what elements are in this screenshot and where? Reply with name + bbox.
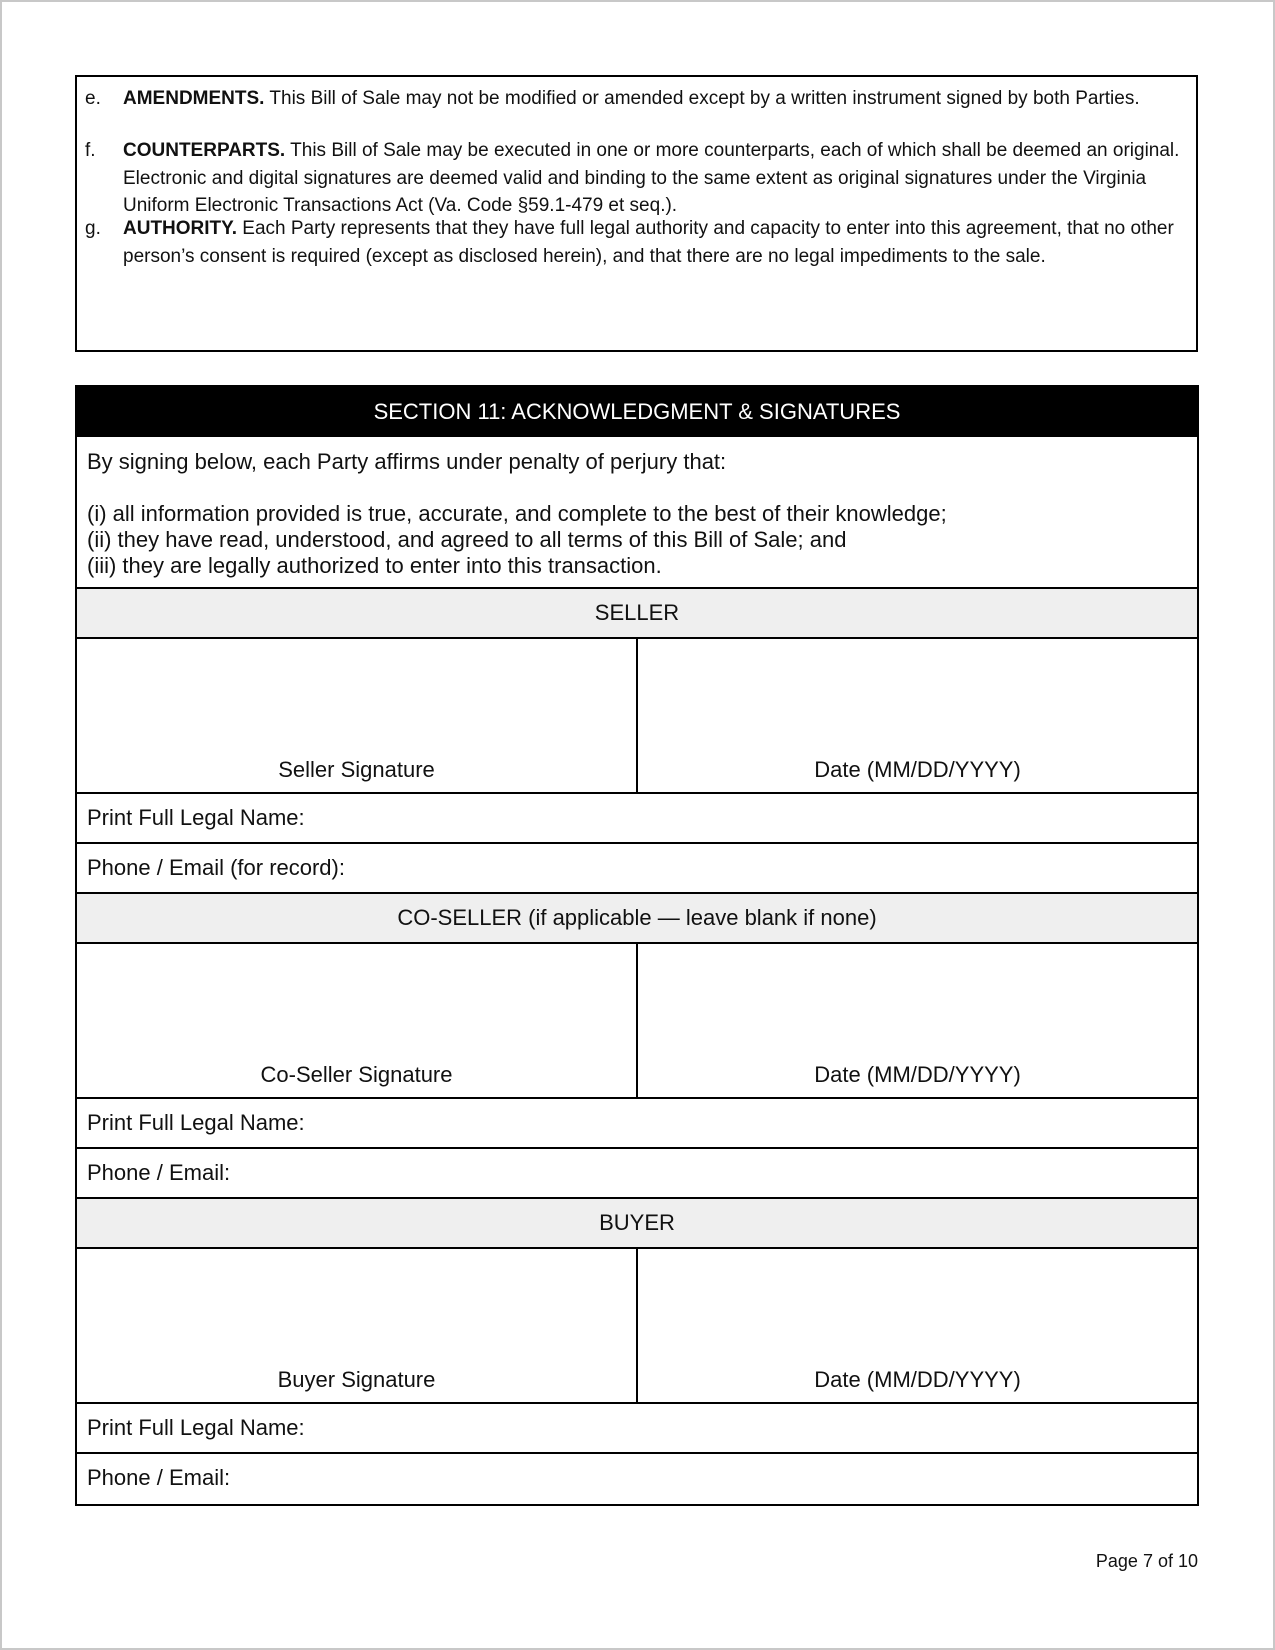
buyer-date-field[interactable] bbox=[638, 1249, 1197, 1402]
buyer-contact-label: Phone / Email: bbox=[87, 1465, 231, 1490]
clause-text: This Bill of Sale may not be modified or amended except by a written instrument signed by both Parties. bbox=[269, 88, 1140, 109]
clause-letter: e. bbox=[85, 88, 101, 109]
coseller-name-label: Print Full Legal Name: bbox=[87, 1110, 305, 1135]
coseller-signature-label: Co-Seller Signature bbox=[260, 1062, 453, 1087]
clauses-box bbox=[75, 75, 1198, 352]
coseller-name-field[interactable] bbox=[77, 1099, 1197, 1149]
clause-text: This Bill of Sale may be executed in one or more counterparts, each of which shall be deemed an original. Electronic and digital signatures are deemed valid and binding to the same extent as original signatures under the Virginia Uniform Electronic Transactions Act (Va. Code §59.1-479 et seq.). bbox=[123, 140, 1180, 216]
intro-line: By signing below, each Party affirms under penalty of perjury that: bbox=[87, 449, 727, 474]
clause-heading: AMENDMENTS. bbox=[123, 88, 265, 109]
coseller-date-label: Date (MM/DD/YYYY) bbox=[814, 1062, 1021, 1087]
affirmation-item: (ii) they have read, understood, and agreed to all terms of this Bill of Sale; and bbox=[87, 527, 847, 552]
seller-contact-label: Phone / Email (for record): bbox=[87, 855, 345, 880]
clause-heading: AUTHORITY. bbox=[123, 218, 237, 239]
coseller-signature-field[interactable] bbox=[77, 944, 638, 1097]
buyer-date-label: Date (MM/DD/YYYY) bbox=[814, 1367, 1021, 1392]
coseller-contact-label: Phone / Email: bbox=[87, 1160, 231, 1185]
acknowledgment-text bbox=[77, 437, 1197, 589]
section-title: SECTION 11: ACKNOWLEDGMENT & SIGNATURES bbox=[77, 387, 1197, 437]
coseller-heading: CO-SELLER (if applicable — leave blank if none) bbox=[77, 894, 1197, 944]
affirmation-item: (iii) they are legally authorized to enter into this transaction. bbox=[87, 553, 662, 578]
clause-letter: f. bbox=[85, 140, 96, 161]
seller-name-label: Print Full Legal Name: bbox=[87, 805, 305, 830]
signatures-section bbox=[75, 385, 1199, 1506]
buyer-signature-field[interactable] bbox=[77, 1249, 638, 1402]
clause-heading: COUNTERPARTS. bbox=[123, 140, 286, 161]
clause-counterparts bbox=[85, 137, 1182, 220]
clause-amendments bbox=[85, 85, 1182, 113]
seller-name-field[interactable] bbox=[77, 794, 1197, 844]
page-number: Page 7 of 10 bbox=[1095, 1551, 1198, 1571]
clause-letter: g. bbox=[85, 218, 101, 239]
coseller-signature-row bbox=[77, 944, 1197, 1099]
buyer-signature-row bbox=[77, 1249, 1197, 1404]
seller-signature-field[interactable] bbox=[77, 639, 638, 792]
seller-date-label: Date (MM/DD/YYYY) bbox=[814, 757, 1021, 782]
seller-signature-row bbox=[77, 639, 1197, 794]
buyer-signature-label: Buyer Signature bbox=[277, 1367, 436, 1392]
coseller-contact-field[interactable] bbox=[77, 1149, 1197, 1199]
clause-authority bbox=[85, 215, 1182, 270]
clause-text: Each Party represents that they have full legal authority and capacity to enter into this agreement, that no other person’s consent is required (except as disclosed herein), and that there are no legal impediments to the sale. bbox=[123, 218, 1174, 267]
buyer-contact-field[interactable] bbox=[77, 1454, 1197, 1504]
buyer-heading: BUYER bbox=[77, 1199, 1197, 1249]
seller-contact-field[interactable] bbox=[77, 844, 1197, 894]
buyer-name-label: Print Full Legal Name: bbox=[87, 1415, 305, 1440]
affirmation-item: (i) all information provided is true, accurate, and complete to the best of their knowledge; bbox=[87, 501, 947, 526]
seller-signature-label: Seller Signature bbox=[278, 757, 435, 782]
buyer-name-field[interactable] bbox=[77, 1404, 1197, 1454]
coseller-date-field[interactable] bbox=[638, 944, 1197, 1097]
seller-date-field[interactable] bbox=[638, 639, 1197, 792]
seller-heading: SELLER bbox=[77, 589, 1197, 639]
